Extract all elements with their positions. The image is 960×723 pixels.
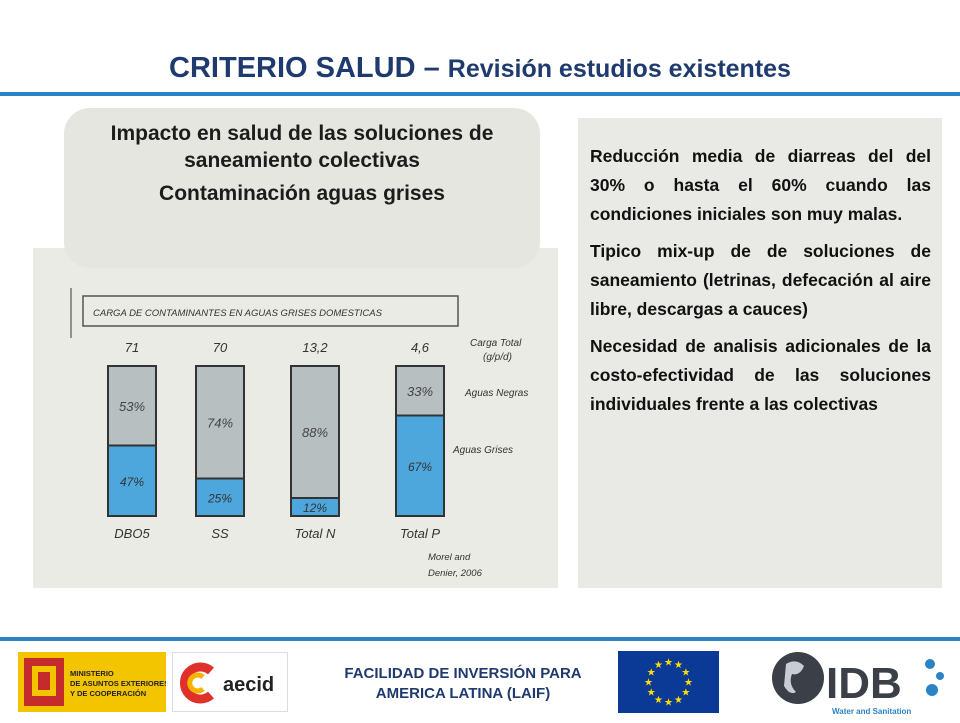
caption-box	[64, 108, 540, 268]
bar-bottom-percent: 12%	[302, 501, 328, 515]
idb-subtitle: Water and Sanitation	[832, 707, 912, 716]
ministerio-text-1: MINISTERIO	[70, 669, 114, 678]
eu-star-icon: ★	[654, 694, 663, 706]
finding-1: Reducción media de diarreas del del 30% o hasta el 60% cuando las condiciones iniciales son muy malas.	[590, 146, 931, 224]
eu-star-icon: ★	[646, 667, 656, 679]
eu-star-icon: ★	[646, 687, 656, 699]
sketch-credit-line2: Denier, 2006	[428, 568, 482, 579]
eu-star-icon: ★	[644, 677, 653, 689]
eu-star-icon: ★	[664, 697, 673, 709]
idb-logo-art	[770, 646, 950, 718]
eu-star-icon: ★	[674, 694, 683, 706]
bar-category-label: SS	[211, 526, 229, 541]
bar-bottom-percent: 25%	[207, 491, 233, 506]
laif-label	[298, 664, 628, 704]
bar-bottom-percent: 47%	[119, 474, 145, 489]
sketch-credit-line1: Morel and	[428, 552, 471, 563]
bar-category-label: Total N	[294, 526, 336, 541]
sketch-photo	[33, 248, 558, 588]
globe-icon	[772, 652, 824, 704]
bottom-divider	[0, 637, 960, 641]
title-sub: Revisión estudios existentes	[447, 55, 791, 83]
eu-star-icon: ★	[681, 667, 691, 679]
eu-star-icon: ★	[681, 687, 691, 699]
bar-top-percent: 33%	[406, 383, 434, 399]
bar-top-percent: 53%	[118, 398, 146, 414]
bar-total-label: 71	[124, 340, 140, 355]
laif-line2: AMERICA LATINA (LAIF)	[375, 685, 551, 702]
eu-star-icon: ★	[674, 660, 683, 672]
caption-line2: Contaminación aguas grises	[159, 182, 445, 205]
eu-stars-icon	[618, 651, 719, 713]
eu-star-icon: ★	[664, 657, 673, 669]
title-main: CRITERIO SALUD	[169, 52, 416, 84]
bar-top-percent: 74%	[206, 415, 234, 431]
sketch-label-unit: (g/p/d)	[483, 352, 512, 363]
eu-star-icon: ★	[654, 660, 663, 672]
sketch-chart	[33, 248, 558, 588]
ministerio-logo	[18, 652, 166, 712]
eu-flag-logo	[618, 651, 719, 713]
ministerio-text-3: Y DE COOPERACIÓN	[70, 689, 147, 698]
idb-text: IDB	[826, 659, 902, 708]
bar-top-percent: 88%	[301, 425, 329, 440]
findings-panel	[578, 118, 942, 588]
aecid-text: aecid	[223, 674, 275, 696]
finding-2: Tipico mix-up de de soluciones de saneamiento (letrinas, defecación al aire libre, descargas a cauces)	[590, 241, 931, 319]
sketch-label-black: Aguas Negras	[465, 388, 529, 399]
bar-category-label: DBO5	[114, 526, 150, 541]
bar-total-label: 4,6	[410, 340, 430, 355]
ministerio-text-2: DE ASUNTOS EXTERIORES	[70, 679, 166, 688]
aecid-logo-art	[173, 653, 289, 713]
top-divider	[0, 92, 960, 96]
slide-title	[0, 52, 960, 85]
title-dash: –	[415, 52, 448, 84]
caption-line1: Impacto en salud de las soluciones de saneamiento colectivas	[110, 122, 494, 172]
bar-total-label: 13,2	[302, 340, 328, 355]
eu-star-icon: ★	[684, 677, 693, 689]
bar-total-label: 70	[212, 340, 228, 355]
ministerio-logo-art	[18, 652, 166, 712]
sketch-heading: CARGA DE CONTAMINANTES EN AGUAS GRISES DOMESTICAS	[93, 308, 382, 319]
sketch-label-grey: Aguas Grises	[453, 445, 514, 456]
sketch-label-total: Carga Total	[470, 338, 522, 349]
bar-category-label: Total P	[400, 526, 440, 541]
bar-bottom-percent: 67%	[407, 459, 433, 474]
aecid-logo	[172, 652, 288, 712]
idb-logo	[770, 646, 950, 718]
finding-3: Necesidad de analisis adicionales de la costo-efectividad de las soluciones individuales frente a las colectivas	[590, 336, 931, 414]
water-drop-icon	[925, 659, 935, 669]
laif-line1: FACILIDAD DE INVERSIÓN PARA	[344, 665, 582, 682]
